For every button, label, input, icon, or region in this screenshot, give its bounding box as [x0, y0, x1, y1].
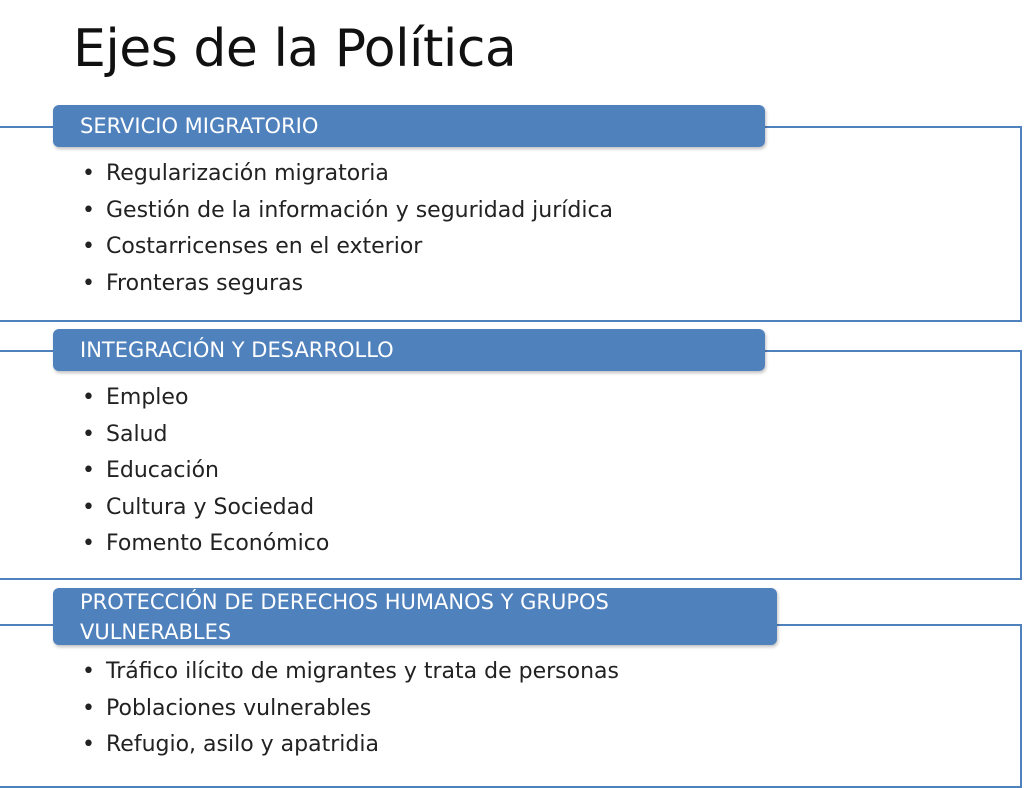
- section-heading-line-1: PROTECCIÓN DE DERECHOS HUMANOS Y GRUPOS: [80, 589, 609, 614]
- list-item: [82, 453, 329, 490]
- bullet-icon: •: [82, 197, 95, 223]
- bullet-icon: •: [82, 695, 95, 721]
- section-heading-line-2: VULNERABLES: [80, 619, 232, 644]
- bullet-icon: •: [82, 458, 95, 483]
- section-heading: [80, 587, 609, 647]
- bullet-icon: •: [82, 421, 95, 447]
- list-item: [82, 727, 619, 764]
- list-item-text: Salud: [106, 421, 168, 447]
- section-heading: SERVICIO MIGRATORIO: [80, 114, 319, 138]
- bullet-icon: •: [82, 494, 95, 520]
- list-item-text: Fronteras seguras: [106, 270, 304, 296]
- bullet-icon: •: [82, 531, 95, 556]
- list-item: [82, 526, 329, 563]
- section-list-integracion-desarrollo: [82, 380, 329, 563]
- page-title: Ejes de la Política: [73, 19, 517, 79]
- bullet-icon: •: [82, 270, 95, 296]
- section-list-servicio-migratorio: [82, 156, 613, 302]
- section-header-servicio-migratorio: [53, 105, 765, 147]
- section-header-integracion-desarrollo: [53, 329, 765, 371]
- list-item-text: Regularización migratoria: [106, 161, 389, 186]
- list-item: [82, 266, 613, 303]
- list-item-text: Gestión de la información y seguridad jurídica: [106, 197, 614, 223]
- bullet-icon: •: [82, 234, 95, 259]
- list-item-text: Tráfico ilícito de migrantes y trata de personas: [106, 659, 619, 684]
- list-item: [82, 691, 619, 728]
- list-item-text: Cultura y Sociedad: [106, 494, 315, 520]
- list-item-text: Costarricenses en el exterior: [106, 234, 423, 259]
- section-heading: INTEGRACIÓN Y DESARROLLO: [80, 338, 394, 362]
- bullet-icon: •: [82, 385, 95, 410]
- list-item: [82, 229, 613, 266]
- list-item: [82, 193, 613, 230]
- list-item-text: Poblaciones vulnerables: [106, 695, 372, 721]
- section-header-proteccion-derechos: [53, 588, 777, 645]
- list-item-text: Educación: [106, 458, 219, 483]
- list-item-text: Empleo: [106, 385, 189, 410]
- list-item: [82, 156, 613, 193]
- bullet-icon: •: [82, 732, 95, 757]
- list-item: [82, 654, 619, 691]
- list-item: [82, 380, 329, 417]
- bullet-icon: •: [82, 161, 95, 186]
- list-item: [82, 417, 329, 454]
- list-item-text: Fomento Económico: [106, 531, 330, 556]
- bullet-icon: •: [82, 659, 95, 684]
- list-item: [82, 490, 329, 527]
- list-item-text: Refugio, asilo y apatridia: [106, 732, 379, 757]
- section-list-proteccion-derechos: [82, 654, 619, 764]
